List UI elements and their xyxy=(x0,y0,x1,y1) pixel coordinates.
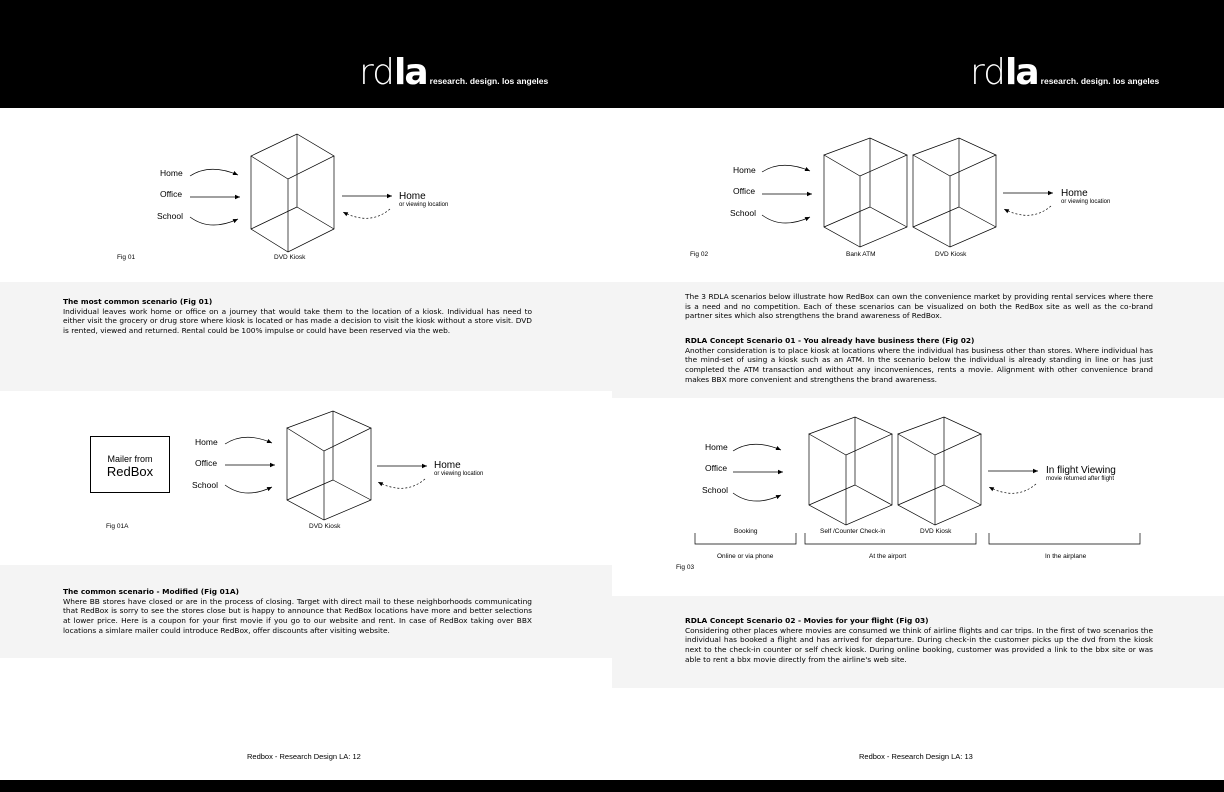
fig03-dest-sub: movie returned after flight xyxy=(1046,476,1115,482)
fig03-bracket-airport: At the airport xyxy=(869,553,907,560)
fig02-kiosk-label: DVD Kiosk xyxy=(935,251,967,258)
para02-title: RDLA Concept Scenario 01 - You already have business there (Fig 02) xyxy=(685,336,975,345)
fig01-kiosk-cube xyxy=(251,134,334,252)
fig02-atm-label: Bank ATM xyxy=(846,251,876,258)
fig03-destination xyxy=(1046,466,1116,483)
fig01-source-home: Home xyxy=(160,168,183,178)
fig03-kiosk-label: DVD Kiosk xyxy=(920,528,952,535)
fig02-atm-cube xyxy=(824,138,907,247)
fig01a-label: Fig 01A xyxy=(106,523,129,530)
fig02-dest-sub: or viewing location xyxy=(1061,199,1111,205)
logo-rd: rd xyxy=(970,52,1006,93)
fig01a-source-office: Office xyxy=(195,458,218,468)
logo-tagline: research. design. los angeles xyxy=(429,76,549,86)
mailer-line2: RedBox xyxy=(106,464,154,479)
para03 xyxy=(685,616,1153,665)
logo-la: la xyxy=(394,52,427,93)
fig03-kiosk-cube xyxy=(898,417,981,525)
para01-body: Individual leaves work home or office on a journey that would take them to the location of a kiosk. Individual has need to either visit the grocery or drug store where kiosk is located or has made a decision to visit the kiosk without a store visit. DVD is rented, viewed and returned. Rental could be 100% impulse or could have been reserved via the web. xyxy=(63,306,532,336)
para01a xyxy=(63,587,532,636)
para03-title: RDLA Concept Scenario 02 - Movies for your flight (Fig 03) xyxy=(685,616,929,625)
fig01-destination xyxy=(399,192,448,209)
intro-para: The 3 RDLA scenarios below illustrate how RedBox can own the convenience market by providing rental services where there is a need and no competition. Each of these scenarios can be visualized on both the RedBox site as well as the co-brand partner sites which also strengthens the brand awareness of RedBox. xyxy=(685,292,1153,321)
para01 xyxy=(63,297,532,336)
fig01a-arrows xyxy=(225,437,427,493)
para02-body: Another consideration is to place kiosk at locations where the individual has business other than stores. Where individual has the mind-set of using a kiosk such as an ATM. In the scenario below the individual is already standing in line or has just completed the ATM transaction and without any inconveniences, rents a movie. Alignment with other convenience brand makes BBX more convenient and strengthens the brand awareness. xyxy=(685,345,1153,384)
fig03-dest-title: In flight Viewing xyxy=(1046,465,1116,476)
fig03-source-office: Office xyxy=(705,463,728,473)
fig03-bracket-online: Online or via phone xyxy=(717,553,774,560)
fig02-source-home: Home xyxy=(733,165,756,175)
fig01a-destination xyxy=(434,461,483,478)
fig03-brackets xyxy=(695,533,1140,544)
footer-right: Redbox - Research Design LA: 13 xyxy=(859,752,973,761)
fig02-source-school: School xyxy=(730,208,756,218)
fig01-dest-sub: or viewing location xyxy=(399,202,449,208)
fig03-checkin-label: Self /Counter Check-in xyxy=(820,528,886,535)
para01-title: The most common scenario (Fig 01) xyxy=(63,297,213,306)
fig01a-dest-title: Home xyxy=(434,460,461,471)
fig01-label: Fig 01 xyxy=(117,254,136,261)
fig02-kiosk-cube xyxy=(913,138,996,247)
fig02-arrows xyxy=(762,165,1053,223)
fig02-source-office: Office xyxy=(733,186,756,196)
fig03-bracket-airplane: In the airplane xyxy=(1045,553,1087,560)
para02 xyxy=(685,336,1153,385)
fig03-booking-label: Booking xyxy=(734,528,758,535)
fig01-kiosk-label: DVD Kiosk xyxy=(274,254,306,261)
fig01-source-office: Office xyxy=(160,189,183,199)
fig01a-source-school: School xyxy=(192,480,218,490)
mailer-line1: Mailer from xyxy=(107,454,153,464)
fig01a-kiosk-label: DVD Kiosk xyxy=(309,523,341,530)
mailer-box xyxy=(90,436,170,493)
para03-body: Considering other places where movies are consumed we think of airline flights and car trips. In the first of two scenarios the individual has booked a flight and has arrived for departure. During check-in the customer picks up the dvd from the kiosk next to the check-in counter or self check kiosk. During online booking, customer was provided a link to the bbx site or was able to rent a bbx movie directly from the airline's web site. xyxy=(685,625,1153,664)
fig03-label: Fig 03 xyxy=(676,564,695,571)
fig01a-source-home: Home xyxy=(195,437,218,447)
fig03-source-school: School xyxy=(702,485,728,495)
fig03-source-home: Home xyxy=(705,442,728,452)
fig02-destination xyxy=(1061,189,1110,206)
fig01a-dest-sub: or viewing location xyxy=(434,471,484,477)
fig01-dest-title: Home xyxy=(399,191,426,202)
footer-left: Redbox - Research Design LA: 12 xyxy=(247,752,361,761)
fig03-arrows xyxy=(733,444,1038,501)
logo-tagline: research. design. los angeles xyxy=(1040,76,1160,86)
fig01-source-school: School xyxy=(157,211,183,221)
fig01a-kiosk-cube xyxy=(287,411,371,520)
logo-la: la xyxy=(1005,52,1038,93)
fig03-checkin-cube xyxy=(809,417,892,525)
fig02-dest-title: Home xyxy=(1061,188,1088,199)
fig02-label: Fig 02 xyxy=(690,251,709,258)
logo-rd: rd xyxy=(359,52,395,93)
para01a-body: Where BB stores have closed or are in the process of closing. Target with direct mail to these neighborhoods communicating that RedBox is sorry to see the stores close but is happy to announce that RedBox locations have more and better selections at lower price. Here is a coupon for your first movie if you go to our website and rent. In case of RedBox taking over BBX locations a simlare mailer could introduce RedBox, offer discounts after visiting website. xyxy=(63,596,532,635)
para01a-title: The common scenario - Modified (Fig 01A) xyxy=(63,587,239,596)
